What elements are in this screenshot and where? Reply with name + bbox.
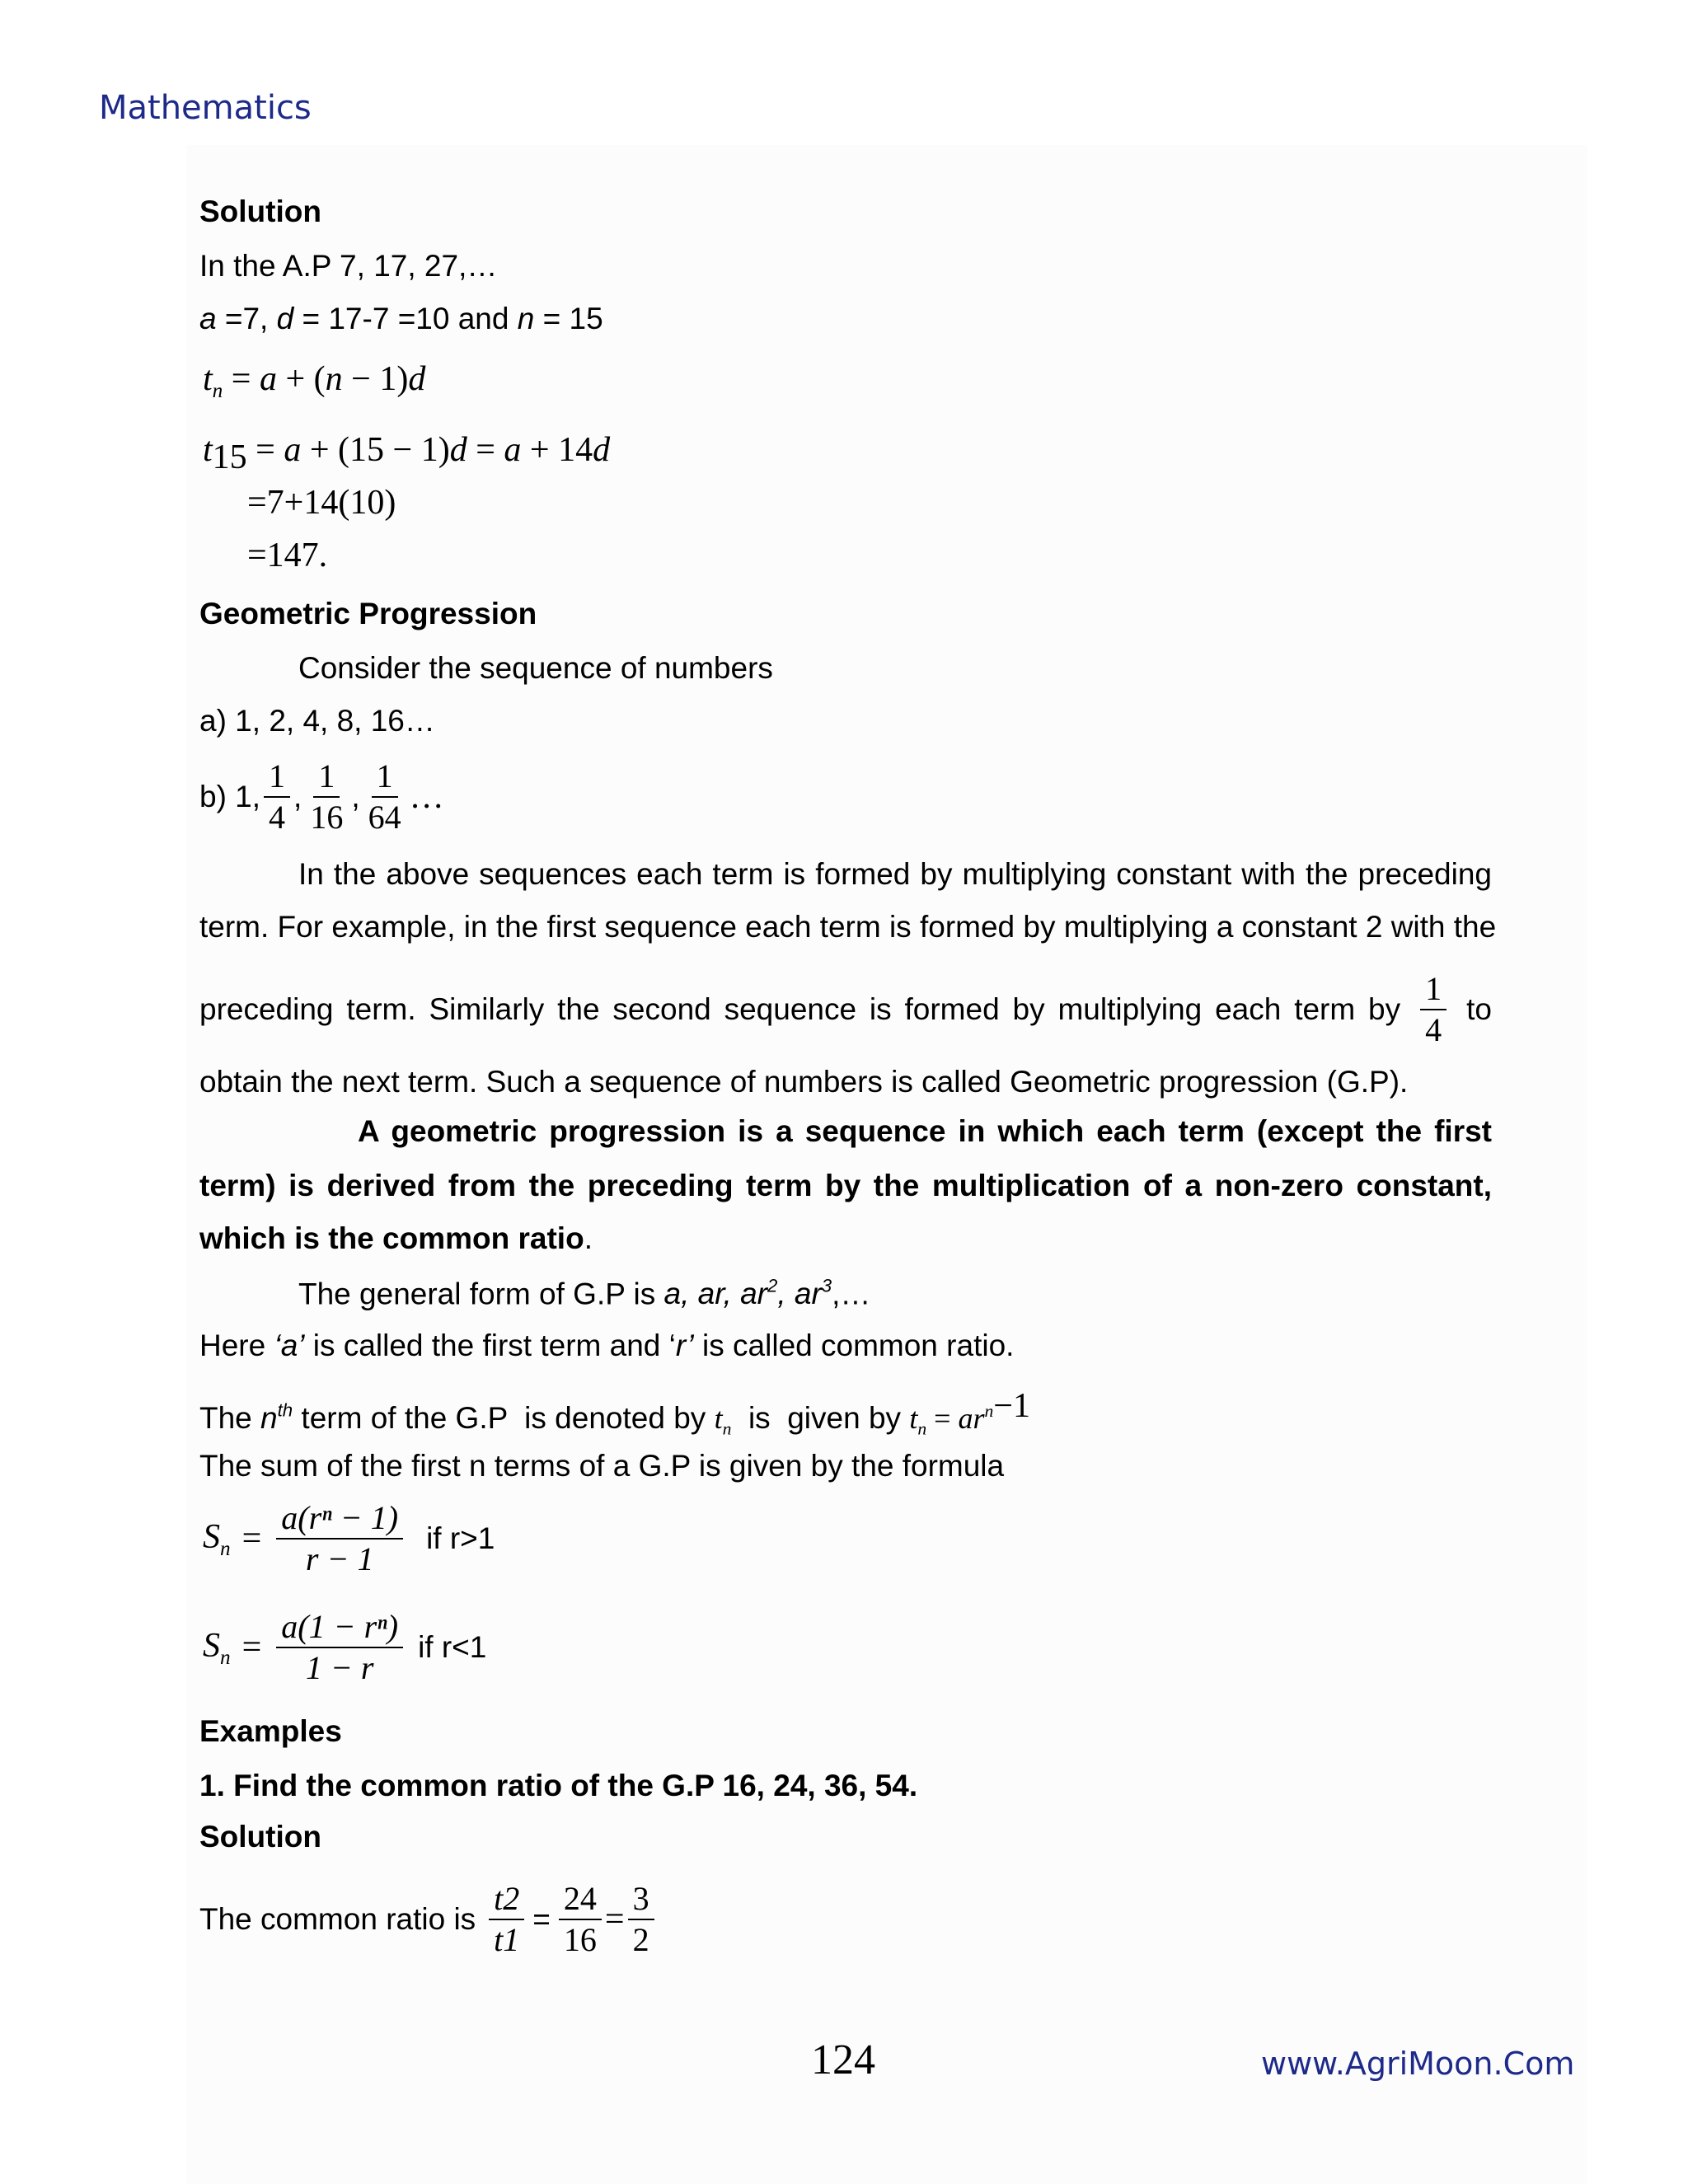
solution-heading: Solution	[199, 194, 321, 228]
sum2-fraction: $\frac{\text{a(1 − rⁿ)}}{1 - r}$	[276, 1607, 403, 1688]
sequence-b-prefix: b) 1,	[199, 780, 261, 813]
para1-line4: obtain the next term. Such a sequence of numbers is called Geometric progression (G.P).	[199, 1065, 1409, 1099]
ap-line: In the A.P 7, 17, 27,…	[199, 249, 498, 283]
sum-formula-intro: The sum of the first n terms of a G.P is given by the formula	[199, 1449, 1005, 1483]
eq-t15: $t_{15} = a + (15 - 1)d = a + 14d$	[203, 431, 611, 476]
example1-solution-heading: Solution	[199, 1820, 321, 1854]
sequence-b: b) 1, $\frac{1}{4}$ , $\frac{1}{16}$ , $\frac{1}{64}$ …	[199, 757, 444, 836]
para1-line1: In the above sequences each term is formed by multiplying constant with the preceding	[298, 857, 1492, 891]
common-ratio-line: The common ratio is $\frac{t2}{t1}$ = $\frac{24}{16}$ = $\frac{3}{2}$	[199, 1879, 658, 1960]
ratio-3-2: $\frac{3}{2}$	[628, 1879, 654, 1960]
sequence-a: a) 1, 2, 4, 8, 16…	[199, 704, 435, 738]
nth-term-line: The $n^{th}$ term of the G.P is denoted by $t_n$ is given by $t_n = ar^{n-1}$	[199, 1387, 1030, 1439]
definition-line2: term) is derived from the preceding term by the multiplication of a non-zero constant,	[199, 1169, 1492, 1202]
sum2-condition: if r<1	[418, 1630, 487, 1664]
sum1-fraction: $\frac{\text{a(rⁿ − 1)}}{r - 1}$	[276, 1498, 403, 1579]
frac-one-quarter: $\frac{1}{4}$	[1420, 969, 1447, 1050]
ratio-24-16: $\frac{24}{16}$	[559, 1879, 602, 1960]
sum-formula-r-gt-1: $S_n$ = $\frac{\text{a(rⁿ − 1)}}{r - 1}$ if r>1	[203, 1499, 495, 1577]
common-ratio-text: The common ratio is	[199, 1902, 476, 1936]
ratio-t2-t1: $\frac{t2}{t1}$	[489, 1879, 524, 1960]
sum-formula-r-lt-1: $S_n$ = $\frac{\text{a(1 − rⁿ)}}{1 - r}$ if r<1	[203, 1608, 487, 1686]
footer-url: www.AgriMoon.Com	[1261, 2046, 1575, 2082]
gp-intro: Consider the sequence of numbers	[298, 651, 773, 685]
para1-line3-text: preceding term. Similarly the second sequence is formed by multiplying each term by	[199, 992, 1401, 1026]
sequence-b-suffix: …	[409, 778, 444, 816]
definition-line1: A geometric progression is a sequence in which each term (except the first	[358, 1114, 1492, 1148]
eq-step-3: =147.	[247, 537, 328, 574]
general-form-line: The general form of G.P is a, ar, $ar^2$, $ar^3,\dots$	[298, 1276, 871, 1311]
page-number: 124	[811, 2036, 875, 2083]
para1-line2: term. For example, in the first sequence each term is formed by multiplying a constant 2 with the	[199, 910, 1497, 944]
ap-values-line: a =7, d = 17-7 =10 and n = 15	[199, 302, 603, 335]
examples-heading: Examples	[199, 1714, 342, 1748]
para1-line3-end: to	[1466, 992, 1492, 1026]
frac-1-16: $\frac{1}{16}$	[310, 757, 344, 836]
header-subject: Mathematics	[99, 89, 312, 127]
eq-step-2: =7+14(10)	[247, 484, 396, 522]
example1-question: 1. Find the common ratio of the G.P 16, 24, 36, 54.	[199, 1769, 918, 1802]
first-term-ratio-line: Here ‘a’ is called the first term and ‘r’ is called common ratio.	[199, 1329, 1015, 1362]
frac-1-4: $\frac{1}{4}$	[264, 757, 290, 837]
sum1-condition: if r>1	[426, 1521, 495, 1555]
frac-1-64: $\frac{1}{64}$	[368, 757, 401, 836]
definition-line3: which is the common ratio.	[199, 1221, 593, 1255]
para1-line3	[199, 969, 1492, 1050]
eq-tn-formula: $t_n = a + (n - 1)d$	[203, 360, 426, 402]
gp-heading: Geometric Progression	[199, 597, 537, 630]
